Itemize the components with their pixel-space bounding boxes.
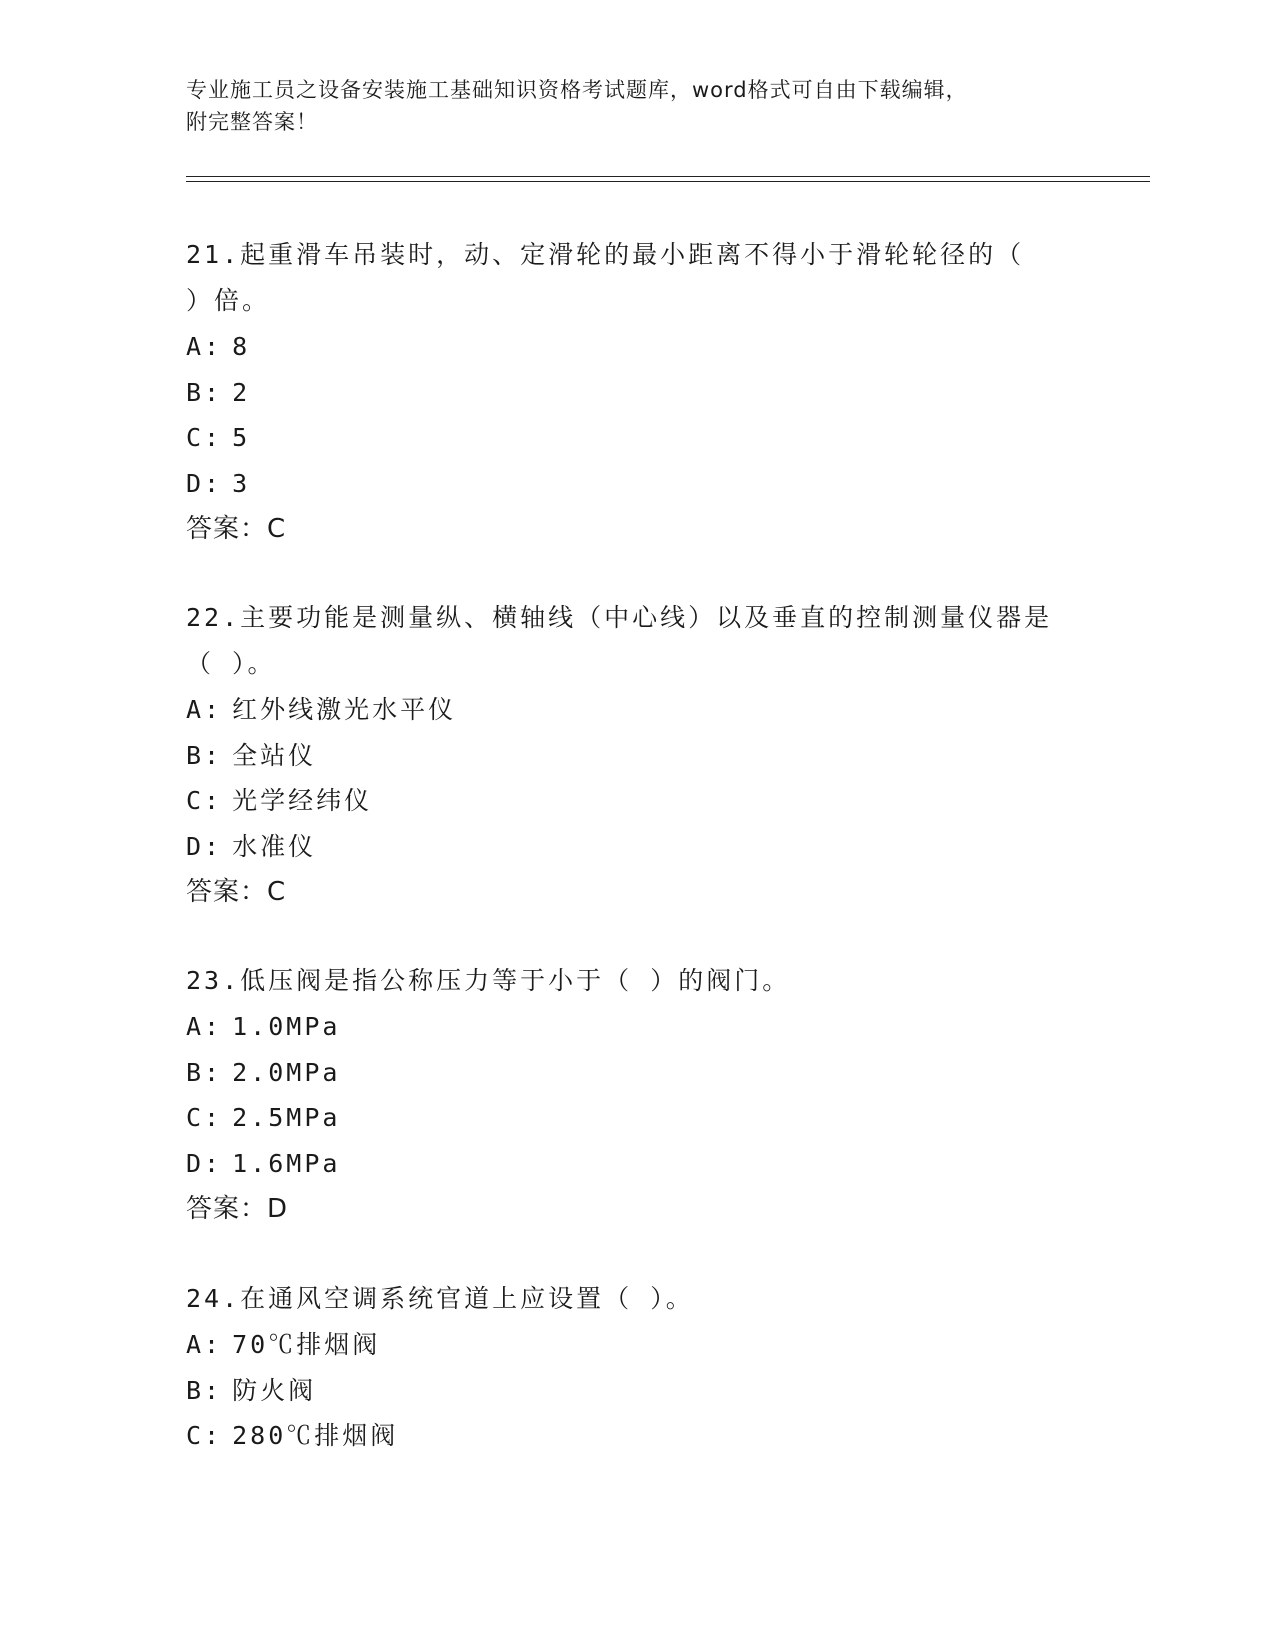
option-b bbox=[186, 370, 1086, 416]
question-stem-line: 24.在通风空调系统官道上应设置（ ）。 bbox=[186, 1284, 694, 1313]
option-text: 2.0MPa bbox=[232, 1057, 341, 1087]
header-divider-top bbox=[186, 176, 1150, 177]
option-letter: B: bbox=[186, 1057, 223, 1087]
option-text: 水准仪 bbox=[232, 831, 317, 861]
option-text: 光学经纬仪 bbox=[232, 786, 373, 815]
option-a bbox=[186, 687, 1086, 733]
question-21 bbox=[186, 232, 1086, 552]
option-c bbox=[186, 1413, 1086, 1459]
question-stem-line: 22.主要功能是测量纵、横轴线（中心线）以及垂直的控制测量仪器是 bbox=[186, 603, 1053, 632]
question-stem-line: 23.低压阀是指公称压力等于小于（ ）的阀门。 bbox=[186, 966, 791, 995]
option-text: 全站仪 bbox=[232, 740, 317, 770]
option-letter: B: bbox=[186, 377, 223, 407]
option-a bbox=[186, 1004, 1086, 1050]
answer-label: 答案：D bbox=[186, 1194, 289, 1224]
option-a bbox=[186, 1322, 1086, 1368]
option-d bbox=[186, 461, 1086, 507]
option-b bbox=[186, 733, 1086, 779]
question-stem-line: （ ）。 bbox=[186, 649, 276, 678]
option-text: 8 bbox=[232, 332, 251, 361]
option-letter: B: bbox=[186, 740, 223, 770]
option-letter: D: bbox=[186, 468, 223, 498]
option-letter: C: bbox=[186, 786, 223, 815]
option-letter: A: bbox=[186, 695, 223, 724]
document-header bbox=[186, 74, 1066, 138]
option-d bbox=[186, 824, 1086, 870]
option-c bbox=[186, 778, 1086, 824]
option-text: 1.0MPa bbox=[232, 1012, 341, 1041]
answer-label: 答案：C bbox=[186, 514, 287, 544]
question-stem-line: 21.起重滑车吊装时，动、定滑轮的最小距离不得小于滑轮轮径的（ bbox=[186, 240, 1025, 269]
option-text: 2.5MPa bbox=[232, 1103, 341, 1132]
option-letter: C: bbox=[186, 1421, 223, 1450]
option-letter: C: bbox=[186, 423, 223, 452]
question-24 bbox=[186, 1276, 1086, 1459]
answer-label: 答案：C bbox=[186, 877, 287, 907]
option-b bbox=[186, 1368, 1086, 1414]
option-text: 1.6MPa bbox=[232, 1148, 341, 1178]
option-b bbox=[186, 1050, 1086, 1096]
option-text: 2 bbox=[232, 377, 251, 407]
option-text: 280℃排烟阀 bbox=[232, 1421, 399, 1450]
option-text: 3 bbox=[232, 468, 251, 498]
question-23 bbox=[186, 958, 1086, 1232]
option-text: 5 bbox=[232, 423, 251, 452]
option-letter: A: bbox=[186, 332, 223, 361]
question-22 bbox=[186, 595, 1086, 915]
option-letter: A: bbox=[186, 1330, 223, 1359]
option-text: 红外线激光水平仪 bbox=[232, 695, 457, 724]
option-letter: D: bbox=[186, 831, 223, 861]
option-a bbox=[186, 324, 1086, 370]
question-stem-line: ）倍。 bbox=[186, 286, 271, 315]
option-letter: D: bbox=[186, 1148, 223, 1178]
option-letter: B: bbox=[186, 1375, 223, 1405]
option-d bbox=[186, 1141, 1086, 1187]
option-text: 防火阀 bbox=[232, 1375, 317, 1405]
option-letter: A: bbox=[186, 1012, 223, 1041]
option-c bbox=[186, 415, 1086, 461]
option-text: 70℃排烟阀 bbox=[232, 1330, 381, 1359]
option-c bbox=[186, 1095, 1086, 1141]
option-letter: C: bbox=[186, 1103, 223, 1132]
header-divider-bottom bbox=[186, 181, 1150, 182]
header-line-2: 附完整答案！ bbox=[186, 110, 318, 134]
header-line-1: 专业施工员之设备安装施工基础知识资格考试题库，word格式可自由下载编辑， bbox=[186, 78, 968, 102]
